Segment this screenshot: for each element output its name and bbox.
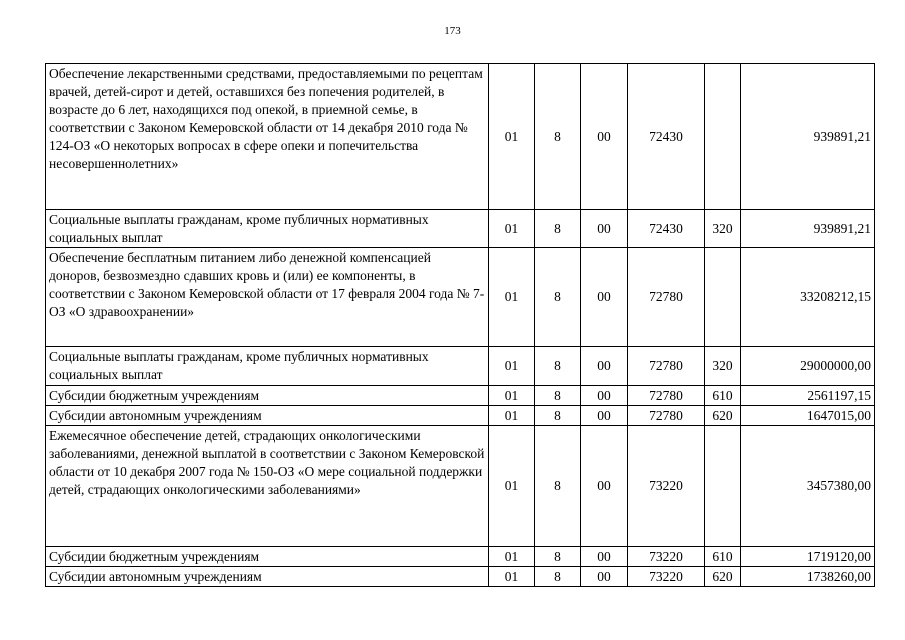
row-expense-type: 320 <box>705 347 741 386</box>
row-amount: 33208212,15 <box>741 248 875 347</box>
row-subsection: 8 <box>535 210 581 248</box>
row-program: 00 <box>581 567 628 587</box>
row-expense-type <box>705 248 741 347</box>
row-description: Социальные выплаты гражданам, кроме публичных нормативных социальных выплат <box>46 347 489 386</box>
row-program: 00 <box>581 406 628 426</box>
row-expense-type: 620 <box>705 567 741 587</box>
row-amount: 939891,21 <box>741 64 875 210</box>
table-row <box>46 248 875 347</box>
row-expense-type: 610 <box>705 547 741 567</box>
row-section: 01 <box>489 347 535 386</box>
row-program: 00 <box>581 547 628 567</box>
row-subsection: 8 <box>535 406 581 426</box>
row-subsection: 8 <box>535 567 581 587</box>
row-description: Субсидии бюджетным учреждениям <box>46 547 489 567</box>
row-description: Социальные выплаты гражданам, кроме публичных нормативных социальных выплат <box>46 210 489 248</box>
row-amount: 1719120,00 <box>741 547 875 567</box>
row-program: 00 <box>581 64 628 210</box>
row-program: 00 <box>581 426 628 547</box>
row-article: 73220 <box>628 567 705 587</box>
row-section: 01 <box>489 426 535 547</box>
row-amount: 3457380,00 <box>741 426 875 547</box>
row-amount: 29000000,00 <box>741 347 875 386</box>
row-section: 01 <box>489 64 535 210</box>
row-program: 00 <box>581 210 628 248</box>
row-section: 01 <box>489 386 535 406</box>
row-expense-type: 320 <box>705 210 741 248</box>
row-expense-type: 610 <box>705 386 741 406</box>
row-article: 72780 <box>628 347 705 386</box>
row-article: 73220 <box>628 426 705 547</box>
row-description: Обеспечение бесплатным питанием либо денежной компенсацией доноров, безвозмездно сдавших кровь и (или) ее компоненты, в соответствии с Законом Кемеровской области от 17 февраля 2004 года № 7-ОЗ «О здравоохранении» <box>46 248 489 347</box>
table-row <box>46 347 875 386</box>
row-subsection: 8 <box>535 547 581 567</box>
row-expense-type: 620 <box>705 406 741 426</box>
row-subsection: 8 <box>535 347 581 386</box>
row-article: 72430 <box>628 64 705 210</box>
row-subsection: 8 <box>535 426 581 547</box>
row-subsection: 8 <box>535 248 581 347</box>
table-row <box>46 426 875 547</box>
row-expense-type <box>705 426 741 547</box>
row-article: 72780 <box>628 248 705 347</box>
table-row <box>46 386 875 406</box>
row-subsection: 8 <box>535 386 581 406</box>
row-description: Ежемесячное обеспечение детей, страдающих онкологическими заболеваниями, денежной выплатой в соответствии с Законом Кемеровской области от 10 декабря 2007 года № 150-ОЗ «О мере социальной поддержки детей, страдающих онкологическими заболеваниями» <box>46 426 489 547</box>
row-section: 01 <box>489 210 535 248</box>
row-description: Субсидии бюджетным учреждениям <box>46 386 489 406</box>
table-row <box>46 547 875 567</box>
row-amount: 1738260,00 <box>741 567 875 587</box>
table-row <box>46 210 875 248</box>
row-article: 73220 <box>628 547 705 567</box>
row-description: Субсидии автономным учреждениям <box>46 406 489 426</box>
row-article: 72780 <box>628 406 705 426</box>
row-subsection: 8 <box>535 64 581 210</box>
row-description: Обеспечение лекарственными средствами, предоставляемыми по рецептам врачей, детей-сирот и детей, оставшихся без попечения родителей, в возрасте до 6 лет, находящихся под опекой, в приемной семье, в соответствии с Законом Кемеровской области от 14 декабря 2010 года № 124-ОЗ «О некоторых вопросах в сфере опеки и попечительства несовершеннолетних» <box>46 64 489 210</box>
row-article: 72780 <box>628 386 705 406</box>
budget-table <box>45 63 875 587</box>
row-amount: 1647015,00 <box>741 406 875 426</box>
page-number: 173 <box>444 25 461 37</box>
row-program: 00 <box>581 248 628 347</box>
row-section: 01 <box>489 547 535 567</box>
row-section: 01 <box>489 406 535 426</box>
row-amount: 2561197,15 <box>741 386 875 406</box>
table-row <box>46 567 875 587</box>
row-expense-type <box>705 64 741 210</box>
row-program: 00 <box>581 347 628 386</box>
row-section: 01 <box>489 567 535 587</box>
table-row <box>46 406 875 426</box>
row-description: Субсидии автономным учреждениям <box>46 567 489 587</box>
table-row <box>46 64 875 210</box>
row-article: 72430 <box>628 210 705 248</box>
row-program: 00 <box>581 386 628 406</box>
row-amount: 939891,21 <box>741 210 875 248</box>
row-section: 01 <box>489 248 535 347</box>
